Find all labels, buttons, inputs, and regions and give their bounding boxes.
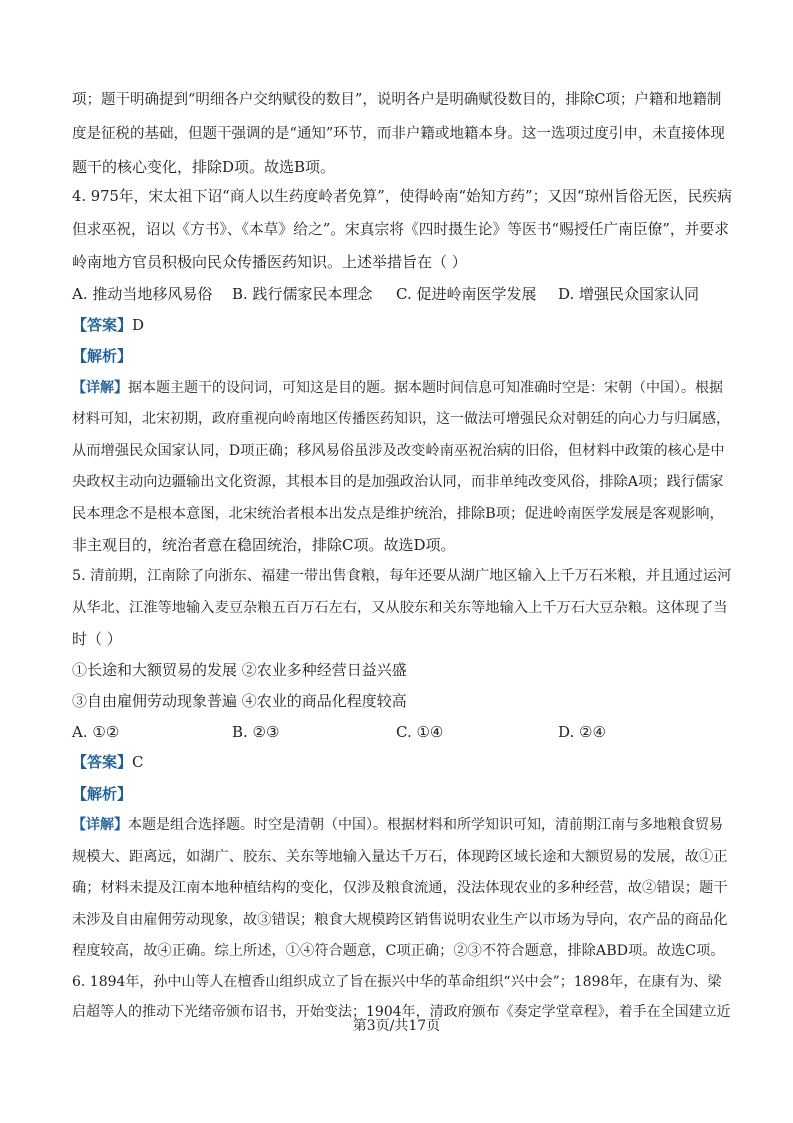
page-number: 第3页/共17页	[352, 1018, 441, 1034]
statement-line: ③自由雇佣劳动现象普遍 ④农业的商品化程度较高	[72, 692, 407, 710]
detail-line: 非主观目的，统治者意在稳固统治，排除C项。故选D项。	[72, 536, 456, 554]
question-4-options	[72, 284, 732, 304]
text-line: 项；题干明确提到“明细各户交纳赋役的数目”，说明各户是明确赋役数目的，排除C项；户籍和地籍制	[72, 92, 722, 108]
answer-tag: 【答案】	[72, 316, 133, 334]
detail-text: 据本题主题干的设问词，可知这是目的题。据本题时间信息可知准确时空是：宋朝（中国）。根据	[128, 380, 723, 396]
answer-value: D	[132, 316, 145, 334]
option-a: A. ①②	[72, 723, 120, 741]
text-line: 度是征税的基础，但题干强调的是“通知”环节，而非户籍或地籍本身。这一选项过度引申，未直接体现	[72, 126, 725, 142]
answer-line	[72, 315, 732, 335]
analysis-line	[72, 346, 732, 366]
answer-tag: 【答案】	[72, 753, 133, 771]
detail-tag: 【详解】	[72, 380, 128, 396]
option-a: A. 推动当地移风易俗	[72, 285, 213, 303]
detail-line: 规模大、距离远，如湖广、胶东、关东等地输入量达千万石，体现跨区域长途和大额贸易的发展，故①正	[72, 849, 728, 865]
detail-line: 央政权主动向边疆输出文化资源，其根本目的是加强政治认同，而非单纯改变风俗，排除A项；践行儒家	[72, 474, 724, 490]
question-5-stem: 从华北、江淮等地输入麦豆杂粮五百万石左右，又从胶东和关东等地输入上千万石大豆杂粮。这体现了当	[72, 600, 728, 616]
option-d: D. 增强民众国家认同	[558, 285, 700, 303]
option-b: B. ②③	[232, 723, 280, 741]
detail-tag: 【详解】	[72, 817, 128, 833]
option-b: B. 践行儒家民本理念	[232, 285, 373, 303]
analysis-tag: 【解析】	[72, 785, 133, 803]
option-c: C. 促进岭南医学发展	[396, 285, 537, 303]
question-5-options	[72, 722, 732, 742]
answer-value: C	[132, 753, 144, 771]
detail-line: 材料可知，北宋初期，政府重视向岭南地区传播医药知识，这一做法可增强民众对朝廷的向心力与归属感，	[72, 411, 730, 427]
question-5-stem: 时（ ）	[72, 630, 122, 648]
question-6-stem: 启超等人的推动下光绪帝颁布诏书，开始变法；1904年，清政府颁布《奏定学堂章程》，着手在全国建立近	[72, 1004, 731, 1020]
detail-line: 程度较高，故④正确。综上所述，①④符合题意，C项正确；②③不符合题意，排除ABD项。故选C项。	[72, 943, 725, 959]
detail-line: 未涉及自由雇佣劳动现象，故③错误；粮食大规模跨区销售说明农业生产以市场为导向，农产品的商品化	[72, 912, 728, 928]
question-4-stem: 4. 975年，宋太祖下诏“商人以生药度岭者免算”，使得岭南“始知方药”；又因“琼州旨俗无医，民疾病	[72, 188, 732, 205]
option-c: C. ①④	[396, 723, 444, 741]
question-6-stem: 6. 1894年，孙中山等人在檀香山组织成立了旨在振兴中华的革命组织“兴中会”；1898年，在康有为、梁	[72, 974, 722, 990]
statement-line: ①长途和大额贸易的发展 ②农业多种经营日益兴盛	[72, 661, 407, 679]
detail-text: 本题是组合选择题。时空是清朝（中国）。根据材料和所学知识可知，清前期江南与多地粮食贸易	[128, 817, 723, 833]
detail-line	[72, 815, 732, 835]
question-4-stem: 岭南地方官员积极向民众传播医药知识。上述举措旨在（ ）	[72, 253, 467, 271]
detail-line: 确；材料未提及江南本地种植结构的变化，仅涉及粮食流通，没法体现农业的多种经营，故②错误；题干	[72, 880, 728, 896]
question-5-stem: 5. 清前期，江南除了向浙东、福建一带出售食粮，每年还要从湖广地区输入上千万石米粮，并且通过运河	[72, 568, 732, 584]
analysis-tag: 【解析】	[72, 347, 133, 365]
answer-line	[72, 752, 732, 772]
analysis-line	[72, 784, 732, 804]
question-4-stem: 但求巫祝，诏以《方书》、《本草》给之”。宋真宗将《四时摄生论》等医书“赐授任广南臣僚”，并要求	[72, 221, 729, 238]
option-d: D. ②④	[558, 723, 606, 741]
detail-line: 从而增强民众国家认同，D项正确；移风易俗虽涉及改变岭南巫祝治病的旧俗，但材料中政策的核心是中	[72, 443, 725, 459]
detail-line	[72, 378, 732, 398]
text-line: 题干的核心变化，排除D项。故选B项。	[72, 158, 336, 176]
detail-line: 民本理念不是根本意图，北宋统治者根本出发点是维护统治，排除B项；促进岭南医学发展是客观影响，	[72, 506, 724, 522]
